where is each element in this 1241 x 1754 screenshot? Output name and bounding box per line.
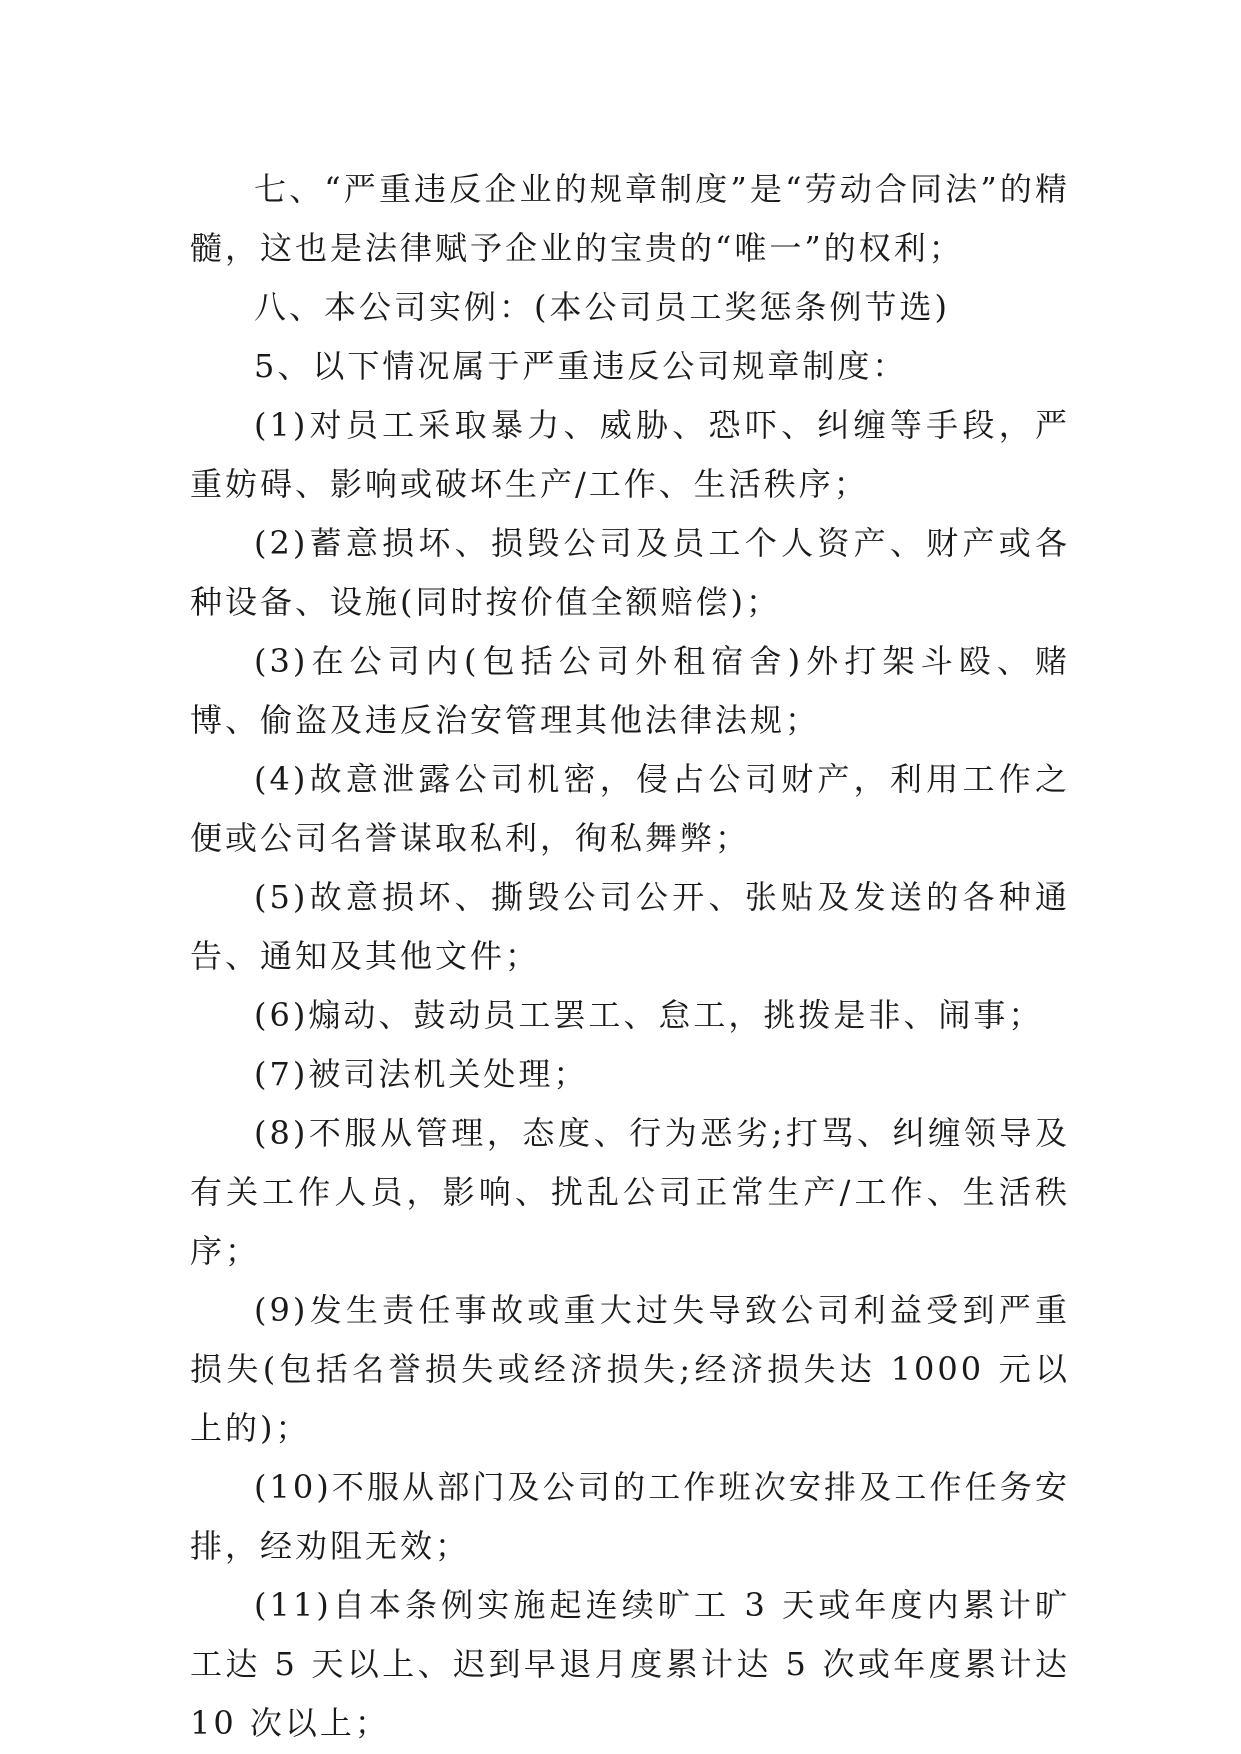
paragraph-article-7: 七、“严重违反企业的规章制度”是“劳动合同法”的精髓，这也是法律赋予企业的宝贵的“唯一”的权利； xyxy=(190,170,1070,267)
paragraph-section-5: 5、以下情况属于严重违反公司规章制度： xyxy=(254,347,908,385)
list-item-6: (6)煽动、鼓动员工罢工、怠工，挑拨是非、闹事； xyxy=(254,996,1044,1034)
list-item-1: (1)对员工采取暴力、威胁、恐吓、纠缠等手段，严重妨碍、影响或破坏生产/工作、生活秩序； xyxy=(190,406,1070,503)
list-item-2: (2)蓄意损坏、损毁公司及员工个人资产、财产或各种设备、设施(同时按价值全额赔偿)； xyxy=(190,524,1070,621)
paragraph-article-8: 八、本公司实例：(本公司员工奖惩条例节选) xyxy=(254,288,950,326)
list-item-8: (8)不服从管理，态度、行为恶劣;打骂、纠缠领导及有关工作人员，影响、扰乱公司正常生产/工作、生活秩序； xyxy=(190,1114,1070,1270)
list-item-3: (3)在公司内(包括公司外租宿舍)外打架斗殴、赌博、偷盗及违反治安管理其他法律法规； xyxy=(190,642,1070,739)
list-item-7: (7)被司法机关处理； xyxy=(254,1055,589,1093)
list-item-4: (4)故意泄露公司机密，侵占公司财产，利用工作之便或公司名誉谋取私利，徇私舞弊； xyxy=(190,760,1070,857)
list-item-5: (5)故意损坏、撕毁公司公开、张贴及发送的各种通告、通知及其他文件； xyxy=(190,878,1070,975)
document-body xyxy=(190,160,1070,1753)
list-item-10: (10)不服从部门及公司的工作班次安排及工作任务安排，经劝阻无效； xyxy=(190,1468,1070,1565)
list-item-9: (9)发生责任事故或重大过失导致公司利益受到严重损失(包括名誉损失或经济损失;经济损失达 1000 元以上的)； xyxy=(190,1291,1070,1447)
list-item-11: (11)自本条例实施起连续旷工 3 天或年度内累计旷工达 5 天以上、迟到早退月度累计达 5 次或年度累计达 10 次以上； xyxy=(190,1586,1070,1742)
